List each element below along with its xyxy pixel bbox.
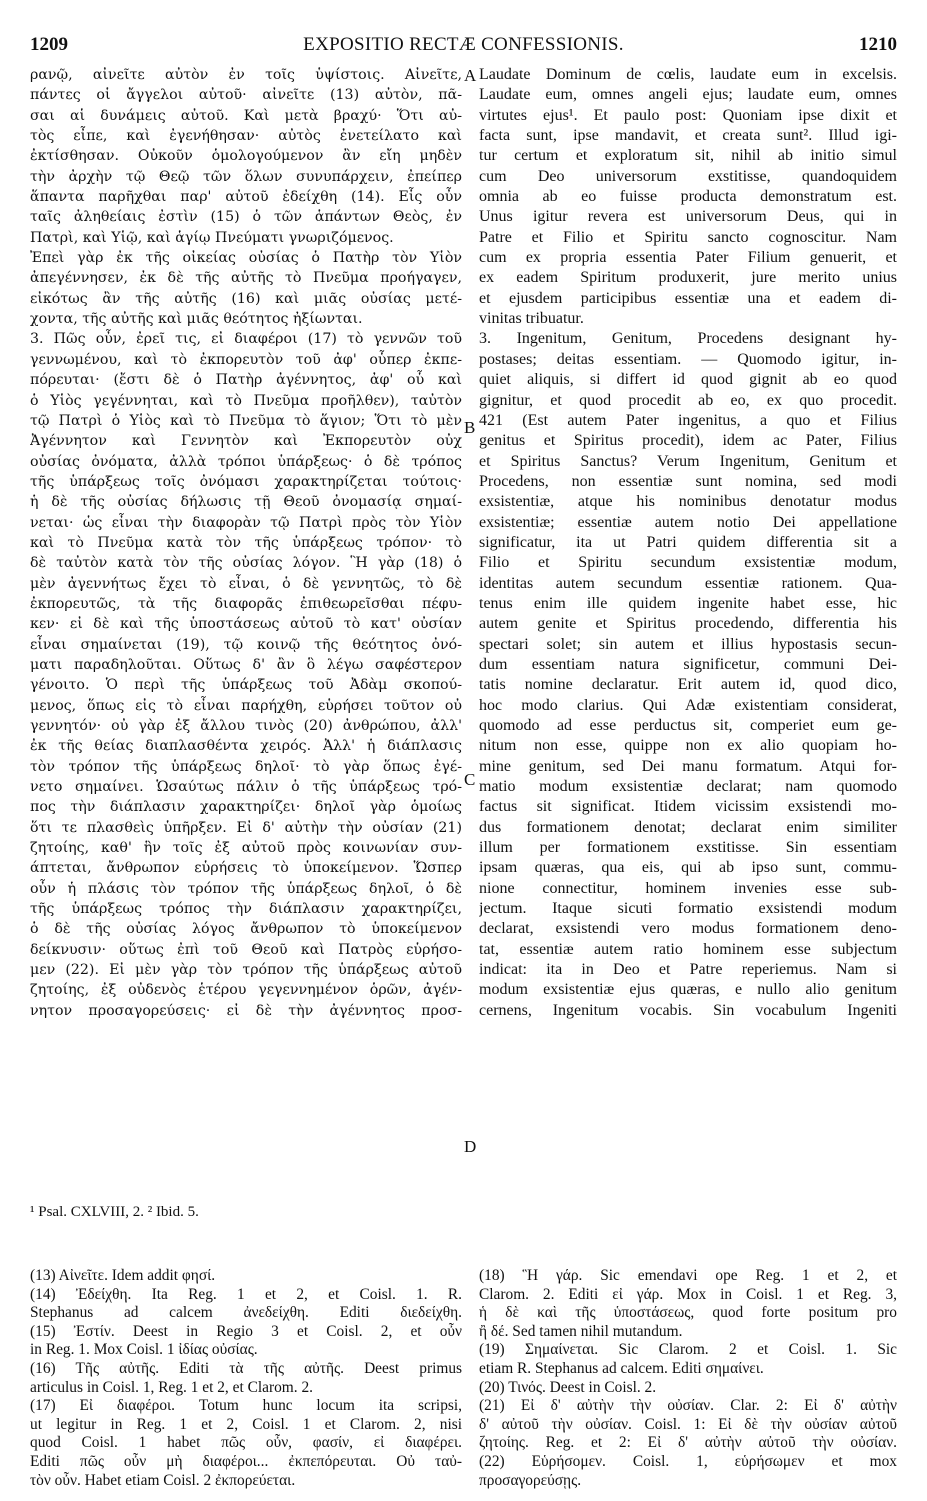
latin-text-line: modum exsistentiæ ejus quæras, e nullo alio genitum bbox=[479, 981, 897, 999]
latin-text-line: et ejusdem participibus essentiæ una et eadem di- bbox=[479, 289, 897, 307]
latin-text-line: vinitas tribuatur. bbox=[479, 310, 584, 328]
latin-text-line: tenus enim ille quidem ingenite habet esse, hic bbox=[479, 594, 897, 612]
latin-text-line: Filio et Spiritu secundum exsistentiæ modum, bbox=[479, 554, 897, 572]
greek-text-line: ἅπαντα παρῆχθαι παρ' αὐτοῦ ἐδείχθη (14). Εἷς οὖν bbox=[30, 189, 462, 206]
latin-text-line: ex eadem Spiritum produxerit, jure merito unius bbox=[479, 269, 897, 287]
latin-text-line: identitas autem secundum essentiæ rationem. Qua- bbox=[479, 574, 897, 592]
latin-text-line: Procedens, non essentiæ sunt nomina, sed modi bbox=[479, 472, 897, 490]
latin-text-line: matio modum exsistentiæ declarat; nam quomodo bbox=[479, 778, 897, 796]
latin-text-line: dus formationem denotat; declarat enim similiter bbox=[479, 818, 897, 836]
greek-text-line: ταῖς ἀληθείαις ἐστὶν (15) ὁ τῶν ἁπάντων Θεὸς, ἐν bbox=[30, 209, 462, 226]
greek-text-line: πος τὴν διάπλασιν χαρακτηρίζει· δηλοῖ γὰρ ὁμοίως bbox=[30, 799, 462, 816]
margin-letter-c: C bbox=[464, 770, 476, 789]
greek-text-line: Πατρὶ, καὶ Υἱῷ, καὶ ἁγίῳ Πνεύματι γνωριζόμενος. bbox=[30, 229, 394, 246]
greek-text-line: νεται· ὡς εἶναι τὴν διαφορὰν τῷ Πατρὶ πρὸς τὸν Υἱὸν bbox=[30, 514, 462, 531]
latin-text-line: indicat: ita in Deo et Patre reperiemus. Nam si bbox=[479, 961, 897, 979]
note-line: (13) Αἰνεῖτε. Idem addit φησί. bbox=[30, 1267, 216, 1284]
note-line: quod Coisl. 1 habet πῶς οὖν, φασίν, εἰ διαφέρει. bbox=[30, 1434, 462, 1452]
latin-text-line: et Spiritus Sanctus? Verum Ingenitum, Genitum et bbox=[479, 452, 897, 470]
greek-text-line: οὐσίας ὀνόματα, ἀλλὰ τρόποι ὑπάρξεως· ὁ δὲ τρόπος bbox=[30, 453, 462, 470]
margin-letter-d: D bbox=[464, 1137, 477, 1156]
latin-text-line: quomodo ad esse perductus sit, comperiet eum ge- bbox=[479, 717, 897, 734]
latin-text-line: dum essentiam natura significetur, communi Dei- bbox=[479, 655, 897, 673]
latin-text-line: omnia ab eo fuisse producta demonstratum est. bbox=[479, 188, 897, 206]
greek-text-line: Ἀγέννητον καὶ Γεννητὸν καὶ Ἐκπορευτὸν οὐχ bbox=[30, 433, 462, 450]
latin-text-line: tatis nomine declaratur. Erit autem id, quod dico, bbox=[479, 676, 897, 694]
greek-text-line: ὁ δὲ τῆς οὐσίας λόγος ἄνθρωπον τὸ ὑποκείμενον bbox=[30, 921, 462, 938]
greek-text-line: χοντα, τῆς αὐτῆς καὶ μιᾶς θεότητος ἠξίωνται. bbox=[30, 311, 363, 328]
note-line: (16) Τῆς αὐτῆς. Editi τὰ τῆς αὐτῆς. Deest primus bbox=[30, 1359, 462, 1377]
note-line: (19) Σημαίνεται. Sic Clarom. 2 et Coisl. 1. Sic bbox=[479, 1341, 897, 1359]
note-line: (15) Ἐστίν. Deest in Regio 3 et Coisl. 2, et οὖν bbox=[30, 1322, 462, 1340]
latin-column bbox=[479, 65, 897, 1021]
latin-text-line: mine genitum, sed Dei manu formatum. Atqui for- bbox=[479, 757, 897, 775]
note-line: (17) Εἰ διαφέροι. Totum hunc locum ita scripsi, bbox=[30, 1397, 462, 1415]
greek-text-line: νετο σημαίνει. Ὡσαύτως πάλιν ὁ τῆς ὑπάρξεως τρό- bbox=[30, 779, 462, 796]
note-line: (21) Εἰ δ' αὐτὴν τὴν οὐσίαν. Clar. 2: Εἰ δ' αὐτὴν bbox=[479, 1397, 897, 1415]
page-header bbox=[0, 34, 927, 64]
greek-text-line: τῆς ὑπάρξεως τρόπος τὴν διάπλασιν χαρακτηρίζει, bbox=[30, 901, 462, 918]
note-line: Stephanus ad calcem ἀνεδείχθη. Editi διεδείχθη. bbox=[30, 1304, 462, 1322]
latin-text-line: cernens, Ingenitum vocabis. Sin vocabulum Ingeniti bbox=[479, 1001, 897, 1019]
latin-text-line: Laudate eum, omnes angeli ejus; laudate eum, omnes bbox=[479, 86, 897, 104]
note-line: ut legitur in Reg. 1 et 2, Coisl. 1 et Clarom. 2, nisi bbox=[30, 1415, 462, 1433]
page-number-left: 1209 bbox=[30, 34, 68, 55]
note-line: articulus in Coisl. 1, Reg. 1 et 2, et Clarom. 2. bbox=[30, 1378, 313, 1396]
latin-text-line: spectari solet; sin autem et illius hypostasis secun- bbox=[479, 635, 897, 653]
latin-text-line: tat, essentiæ autem ratio hominem esse subjectum bbox=[479, 940, 897, 958]
latin-text-line: Unus igitur revera est universorum Deus, qui in bbox=[479, 208, 897, 226]
greek-text-line: καὶ τὸ Πνεῦμα κατὰ τὸν τῆς ὑπάρξεως τρόπον· τὸ bbox=[30, 534, 462, 551]
note-line: ζητοίης. Reg. et 2: Εἰ δ' αὐτὴν αὐτοῦ τὴν οὐσίαν. bbox=[479, 1434, 897, 1452]
latin-text-line: declarat, exsistendi vero modus formationem deno- bbox=[479, 920, 897, 938]
greek-text-line: ζητοίης, ἐξ οὐδενὸς ἑτέρου γεγεννημένον ὁρῶν, ἀγέν- bbox=[30, 982, 462, 999]
note-line: δ' αὐτοῦ τὴν οὐσίαν. Coisl. 1: Εἰ δὲ τὴν οὐσίαν αὐτοῦ bbox=[479, 1415, 897, 1433]
greek-text-line: ματι παραδηλοῦται. Οὕτως δ' ἂν ὃ λέγω σαφέστερον bbox=[30, 656, 462, 673]
latin-text-line: hoc modo clarius. Qui Adæ existentiam considerat, bbox=[479, 696, 897, 714]
scripture-footnotes: ¹ Psal. CXLVIII, 2. ² Ibid. 5. bbox=[30, 1204, 199, 1220]
greek-text-line: ἀπεγέννησεν, ἐκ δὲ τῆς αὐτῆς τὸ Πνεῦμα προήγαγεν, bbox=[30, 270, 462, 287]
note-line: in Reg. 1. Mox Coisl. 1 ἰδίας οὐσίας. bbox=[30, 1341, 258, 1359]
note-line: (14) Ἐδείχθη. Ita Reg. 1 et 2, et Coisl. 1. R. bbox=[30, 1285, 462, 1303]
note-line: τὸν οὖν. Habet etiam Coisl. 2 ἐκπορεύεται. bbox=[30, 1471, 296, 1489]
greek-text-line: άπτεται, ἄνθρωπον εὑρήσεις τὸ ὑποκείμενον. Ὥσπερ bbox=[30, 860, 462, 877]
greek-text-line: ἐκπορευτῶς, τὰ τῆς διαφορᾶς ἐπιθεωρεῖσθαι πέφυ- bbox=[30, 595, 462, 612]
latin-text-line: quiet aliquis, si differt id quod gignit ab eo quod bbox=[479, 371, 897, 389]
note-line: (18) Ἣ γάρ. Sic emendavi ope Reg. 1 et 2, et bbox=[479, 1267, 897, 1284]
margin-letter-a: A bbox=[464, 66, 477, 85]
latin-text-line: ipsam quæras, qua eis, qui ab ipso sunt, commu- bbox=[479, 859, 897, 877]
greek-text-line: ὁ Υἱὸς γεγέννηται, καὶ τὸ Πνεῦμα προῆλθεν), ταὐτὸν bbox=[30, 392, 462, 409]
greek-text-line: εἰκότως ἂν τῆς αὐτῆς (16) καὶ μιᾶς οὐσίας μετέ- bbox=[30, 290, 462, 307]
latin-text-line: 3. Ingenitum, Genitum, Procedens designant hy- bbox=[479, 330, 897, 348]
greek-text-line: γεννητόν· οὐ γὰρ ἐξ ἄλλου τινὸς (20) ἀνθρώπου, ἀλλ' bbox=[30, 718, 462, 734]
greek-text-line: τὸς εἶπε, καὶ ἐγενήθησαν· αὐτὸς ἐνετείλατο καὶ bbox=[30, 128, 462, 145]
greek-text-line: ἡ δὲ τῆς οὐσίας δήλωσις τῇ Θεοῦ ὀνομασίᾳ σημαί- bbox=[30, 494, 462, 511]
latin-text-line: cum Deo universorum exstitisse, quandoquidem bbox=[479, 167, 897, 185]
greek-text-line: τῆς ὑπάρξεως τοῖς ὀνόμασι χαρακτηρίζεται τούτοις· bbox=[30, 473, 462, 490]
greek-text-line: μεν (22). Εἰ μὲν γὰρ τὸν τρόπον τῆς ὑπάρξεως αὐτοῦ bbox=[30, 962, 462, 979]
greek-text-line: νητον προσαγορεύσεις· εἰ δὲ τὴν ἀγέννητος προσ- bbox=[30, 1002, 462, 1019]
latin-text-line: nione connectitur, hominem invenies esse sub- bbox=[479, 879, 897, 897]
greek-text-line: ἐκτίσθησαν. Οὐκοῦν ὁμολογούμενον ἂν εἴη μηδὲν bbox=[30, 148, 462, 165]
latin-text-line: exsistentiæ; essentiæ autem notio Dei appellatione bbox=[479, 513, 897, 531]
greek-text-line: εἶναι σημαίνεται (19), τῷ κοινῷ τῆς θεότητος ὀνό- bbox=[30, 636, 462, 653]
greek-text-line: μὲν ἀγεννήτως ἔχει τὸ εἶναι, ὁ δὲ γεννητῶς, τὸ δὲ bbox=[30, 575, 462, 592]
greek-text-line: οὖν ἡ πλάσις τὸν τρόπον τῆς ὑπάρξεως δηλοῖ, ὁ δὲ bbox=[30, 880, 462, 897]
note-line: προσαγορεύσῃς. bbox=[479, 1471, 582, 1489]
greek-text-line: πάντες οἱ ἄγγελοι αὐτοῦ· αἰνεῖτε (13) αὐτὸν, πᾶ- bbox=[30, 87, 462, 104]
latin-text-line: postases; deitas essentiam. — Quomodo igitur, in- bbox=[479, 350, 897, 368]
greek-text-line: γεννωμένου, καὶ τὸ ἐκπορευτὸν τοῦ ἀφ' οὗπερ ἐκπε- bbox=[30, 351, 462, 368]
margin-letter-b: B bbox=[464, 418, 476, 437]
greek-text-line: Ἐπεὶ γὰρ ἐκ τῆς οἰκείας οὐσίας ὁ Πατὴρ τὸν Υἱὸν bbox=[30, 250, 462, 267]
greek-text-line: μενος, ὅπως εἰς τὸ εἶναι παρήχθη, εὑρήσει τοῦτον οὐ bbox=[30, 697, 462, 714]
notes-left-column bbox=[30, 1267, 462, 1490]
greek-text-line: τὸν τρόπον τῆς ὑπάρξεως δηλοῖ· τὸ γὰρ ὅπως ἐγέ- bbox=[30, 758, 462, 775]
greek-text-line: ὅτι τε πλασθεὶς ὑπῆρξεν. Εἰ δ' αὐτὴν τὴν οὐσίαν (21) bbox=[30, 819, 462, 836]
latin-text-line: tur certum et exploratum sit, nihil ab initio simul bbox=[479, 147, 897, 165]
latin-text-line: facta sunt, ipse mandavit, et creata sunt². Illud igi- bbox=[479, 127, 897, 145]
latin-text-line: 421 (Est autem Pater ingenitus, a quo et Filius bbox=[479, 411, 897, 429]
note-line: (20) Τινός. Deest in Coisl. 2. bbox=[479, 1378, 657, 1396]
latin-text-line: significatur, ita ut Patri quidem differentia sit a bbox=[479, 533, 897, 551]
greek-column bbox=[30, 65, 462, 1021]
page-number-right: 1210 bbox=[859, 34, 897, 55]
latin-text-line: nitum non esse, quippe non ex alio quopiam ho- bbox=[479, 737, 897, 755]
greek-text-line: δείκνυσιν· οὕτως ἐπὶ τοῦ Θεοῦ καὶ Πατρὸς εὑρήσο- bbox=[30, 941, 462, 958]
latin-text-line: factus sit significat. Itidem vicissim exsistendi mo- bbox=[479, 798, 897, 816]
note-line: Editi πῶς οὖν μὴ διαφέροι... ἐκπεπόρευται. Οὐ ταὐ- bbox=[30, 1452, 462, 1470]
note-line: (22) Εὑρήσομεν. Coisl. 1, εὑρήσωμεν et mox bbox=[479, 1452, 897, 1470]
greek-text-line: 3. Πῶς οὖν, ἐρεῖ τις, εἰ διαφέροι (17) τὸ γεννῶν τοῦ bbox=[30, 331, 462, 348]
greek-text-line: ρανῷ, αἰνεῖτε αὐτὸν ἐν τοῖς ὑψίστοις. Αἰνεῖτε, bbox=[30, 67, 462, 83]
note-line: Clarom. 2. Editi εἰ γάρ. Mox in Coisl. 1 et Reg. 3, bbox=[479, 1285, 897, 1303]
latin-text-line: autem genite et Spiritus procedendo, differentia his bbox=[479, 615, 897, 633]
greek-text-line: τὴν ἀρχὴν τῷ Θεῷ τῶν ὅλων συνυπάρχειν, ἐπείπερ bbox=[30, 168, 462, 185]
greek-text-line: σαι αἱ δυνάμεις αὐτοῦ. Καὶ μετὰ βραχύ· Ὅτι αὐ- bbox=[30, 107, 462, 124]
latin-text-line: gignitur, et quod procedit ab eo, ex quo procedit. bbox=[479, 391, 897, 409]
greek-text-line: τῷ Πατρὶ ὁ Υἱὸς καὶ τὸ Πνεῦμα τὸ ἅγιον; Ὅτι τὸ μὲν bbox=[30, 412, 462, 429]
greek-text-line: κεν· εἰ δὲ καὶ τῆς ὑποστάσεως αὐτοῦ τὸ κατ' οὐσίαν bbox=[30, 616, 462, 633]
latin-text-line: Laudate Dominum de cœlis, laudate eum in excelsis. bbox=[479, 66, 897, 83]
note-line: ἡ δὲ καὶ τῆς ὑποστάσεως, quod forte positum pro bbox=[479, 1304, 897, 1322]
latin-text-line: illum per formationem exstitisse. Sin essentiam bbox=[479, 839, 897, 857]
note-line: etiam R. Stephanus ad calcem. Editi σημαίνει. bbox=[479, 1359, 764, 1377]
running-title: EXPOSITIO RECTÆ CONFESSIONIS. bbox=[303, 34, 624, 55]
note-line: ἢ δέ. Sed tamen nihil mutandum. bbox=[479, 1322, 683, 1340]
latin-text-line: genitus et Spiritus procedit), idem ac Pater, Filius bbox=[479, 432, 897, 450]
notes-right-column bbox=[479, 1267, 897, 1490]
latin-text-line: Patre et Filio et Spiritu sancto cognoscitur. Nam bbox=[479, 228, 897, 246]
greek-text-line: δὲ ταὐτὸν κατὰ τὸν τῆς οὐσίας λόγον. Ἣ γὰρ (18) ὁ bbox=[30, 555, 462, 572]
greek-text-line: πόρευται· (ἔστι δὲ ὁ Πατὴρ ἀγέννητος, ἀφ' οὗ καὶ bbox=[30, 372, 462, 389]
latin-text-line: virtutes ejus¹. Et paulo post: Quoniam ipse dixit et bbox=[479, 106, 897, 124]
greek-text-line: ἐκ τῆς θείας διαπλασθέντα χειρός. Ἀλλ' ἡ διάπλασις bbox=[30, 738, 462, 755]
greek-text-line: γένοιτο. Ὁ περὶ τῆς ὑπάρξεως τοῦ Ἀδὰμ σκοπού- bbox=[30, 677, 462, 694]
greek-text-line: ζητοίης, καθ' ἣν τοῖς ἐξ αὐτοῦ πρὸς κοινωνίαν συν- bbox=[30, 840, 462, 857]
latin-text-line: jectum. Itaque sicuti formatio exsistendi modum bbox=[479, 900, 897, 918]
latin-text-line: cum ex propria essentia Pater Filium genuerit, et bbox=[479, 249, 897, 267]
latin-text-line: exsistentiæ, atque his nominibus denotatur modus bbox=[479, 493, 897, 511]
